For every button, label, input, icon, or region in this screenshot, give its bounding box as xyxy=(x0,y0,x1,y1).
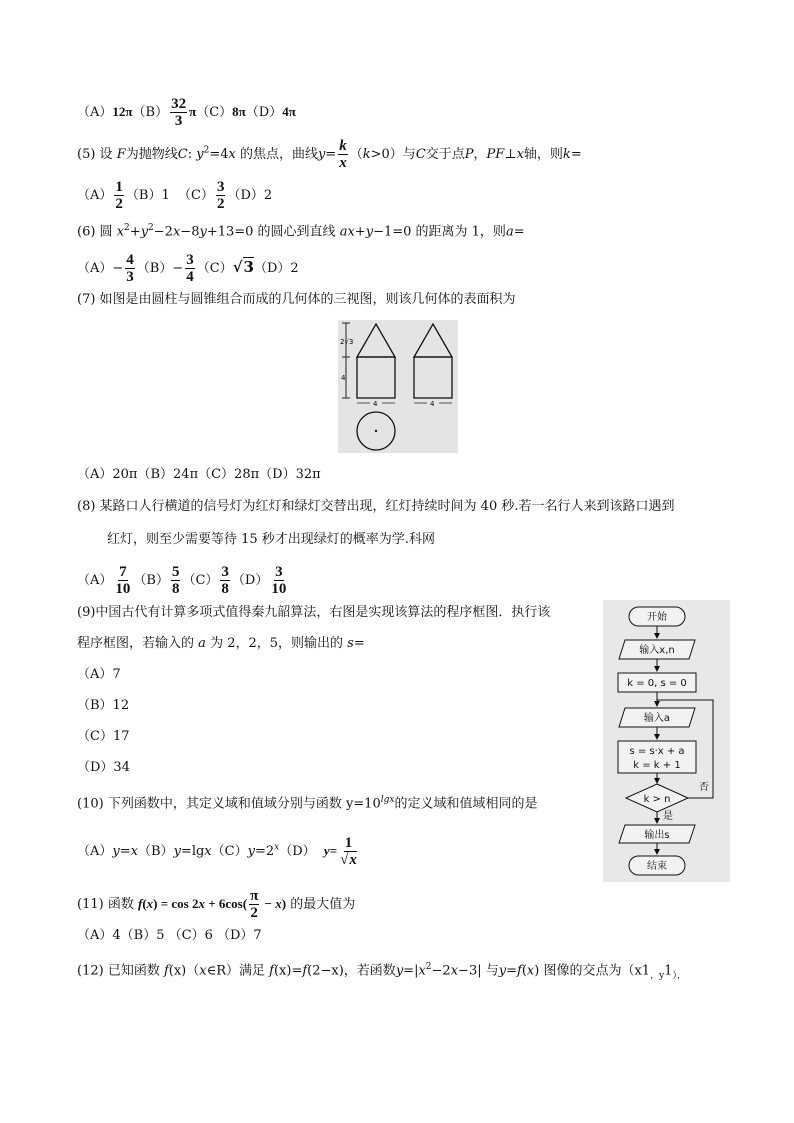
q6-stem: (6) 圆 $x^2+y^2-2x-8y+13=0$ 的圆心到直线 ax+y−1=0 的距离为 1，则a= xyxy=(77,223,525,240)
q10-stem: (10) 下列函数中，其定义域和值域分别与函数 $y=10^{lgx}$的定义域和值域相同的是 xyxy=(77,795,538,812)
svg-text:输入a: 输入a xyxy=(643,713,671,724)
q12-stem: (12) 已知函数 f(x)（x∈R）满足 f(x)=f(2−x)，若函数$y=|x^2-2x-3|$ 与y=f(x) 图像的交点为（$x1_{,y}1_{),}$ xyxy=(77,962,686,981)
q11-stem: (11) 函数 f(x) = cos 2x + 6cos( $\frac{\pi}{2}$ − x) 的最大值为 xyxy=(77,888,356,921)
svg-text:k = 0, s = 0: k = 0, s = 0 xyxy=(627,678,687,689)
q9-option-c: （C）17 xyxy=(77,729,130,744)
q5-stem: (5) 设 F为抛物线C: $y^2=4x$ 的焦点，曲线y= $\frac{k}{x}$ （k>0）与C交于点P，PF⊥x轴，则k= xyxy=(77,138,582,171)
svg-text:输出s: 输出s xyxy=(644,830,670,841)
q9-option-a: （A）7 xyxy=(77,667,121,682)
q7-choices: （A）20π（B）24π（C）28π（D）32π xyxy=(77,467,321,482)
q9-option-d: （D）34 xyxy=(77,760,130,775)
q7-stem: (7) 如图是由圆柱与圆锥组合而成的几何体的三视图，则该几何体的表面积为 xyxy=(77,292,516,307)
q8-choices: （A） $\frac{7}{10}$ （B） $\frac{5}{8}$ （C） $\frac{3}{8}$ （D） $\frac{3}{10}$ xyxy=(77,564,287,597)
svg-text:k = k + 1: k = k + 1 xyxy=(633,760,681,771)
q9-option-b: （B）12 xyxy=(77,698,130,713)
q11-choices: （A）4（B）5 （C）6 （D）7 xyxy=(77,928,262,943)
q8-stem-line1: (8) 某路口人行横道的信号灯为红灯和绿灯交替出现，红灯持续时间为 40 秒.若一名行人来到该路口遇到 xyxy=(77,499,675,514)
side-view-cone xyxy=(414,324,452,357)
side-view-cylinder xyxy=(414,357,452,398)
svg-text:是: 是 xyxy=(663,811,673,822)
front-view-cone xyxy=(357,324,395,357)
three-view-figure xyxy=(338,320,458,453)
svg-text:输入x,n: 输入x,n xyxy=(639,645,675,656)
top-view-center xyxy=(375,430,377,432)
q9-stem-line1: (9)中国古代有计算多项式值得秦九韶算法，右图是实现该算法的程序框图．执行该 xyxy=(77,605,551,620)
q4-choices: （A）12π（B） $\frac{32}{3}$ π（C）8π（D）4π xyxy=(77,96,296,129)
dim-label-side-width: 4 xyxy=(430,400,435,408)
dim-label-cylinder-height: 4 xyxy=(341,374,346,382)
svg-text:结束: 结束 xyxy=(647,861,667,872)
q8-stem-line2: 红灯，则至少需要等待 15 秒才出现绿灯的概率为学.科网 xyxy=(107,532,435,547)
q10-choices: $(A)y=x(B)y=\lg x(C)y=2^x(D)$ y= $\frac{1}{√x}$ xyxy=(77,835,357,868)
q6-choices: （A）− $\frac{4}{3}$ （B）− $\frac{3}{4}$ （C）√3（D）2 xyxy=(77,252,299,285)
dim-label-cone-height: 2√3 xyxy=(340,338,354,346)
svg-text:否: 否 xyxy=(699,782,709,793)
svg-text:k > n: k > n xyxy=(643,794,671,805)
q9-stem-line2: 程序框图，若输入的 a 为 2，2，5，则输出的 s= xyxy=(77,636,365,651)
dim-label-front-width: 4 xyxy=(373,400,378,408)
front-view-cylinder xyxy=(357,357,395,398)
flowchart-figure xyxy=(603,600,730,882)
three-view-drawing xyxy=(338,320,458,453)
svg-text:开始: 开始 xyxy=(647,612,667,623)
flowchart-drawing xyxy=(603,600,730,882)
svg-text:s = s·x + a: s = s·x + a xyxy=(629,746,685,757)
q5-choices: （A） $\frac{1}{2}$ （B）1 （C） $\frac{3}{2}$ （D）2 xyxy=(77,179,273,212)
